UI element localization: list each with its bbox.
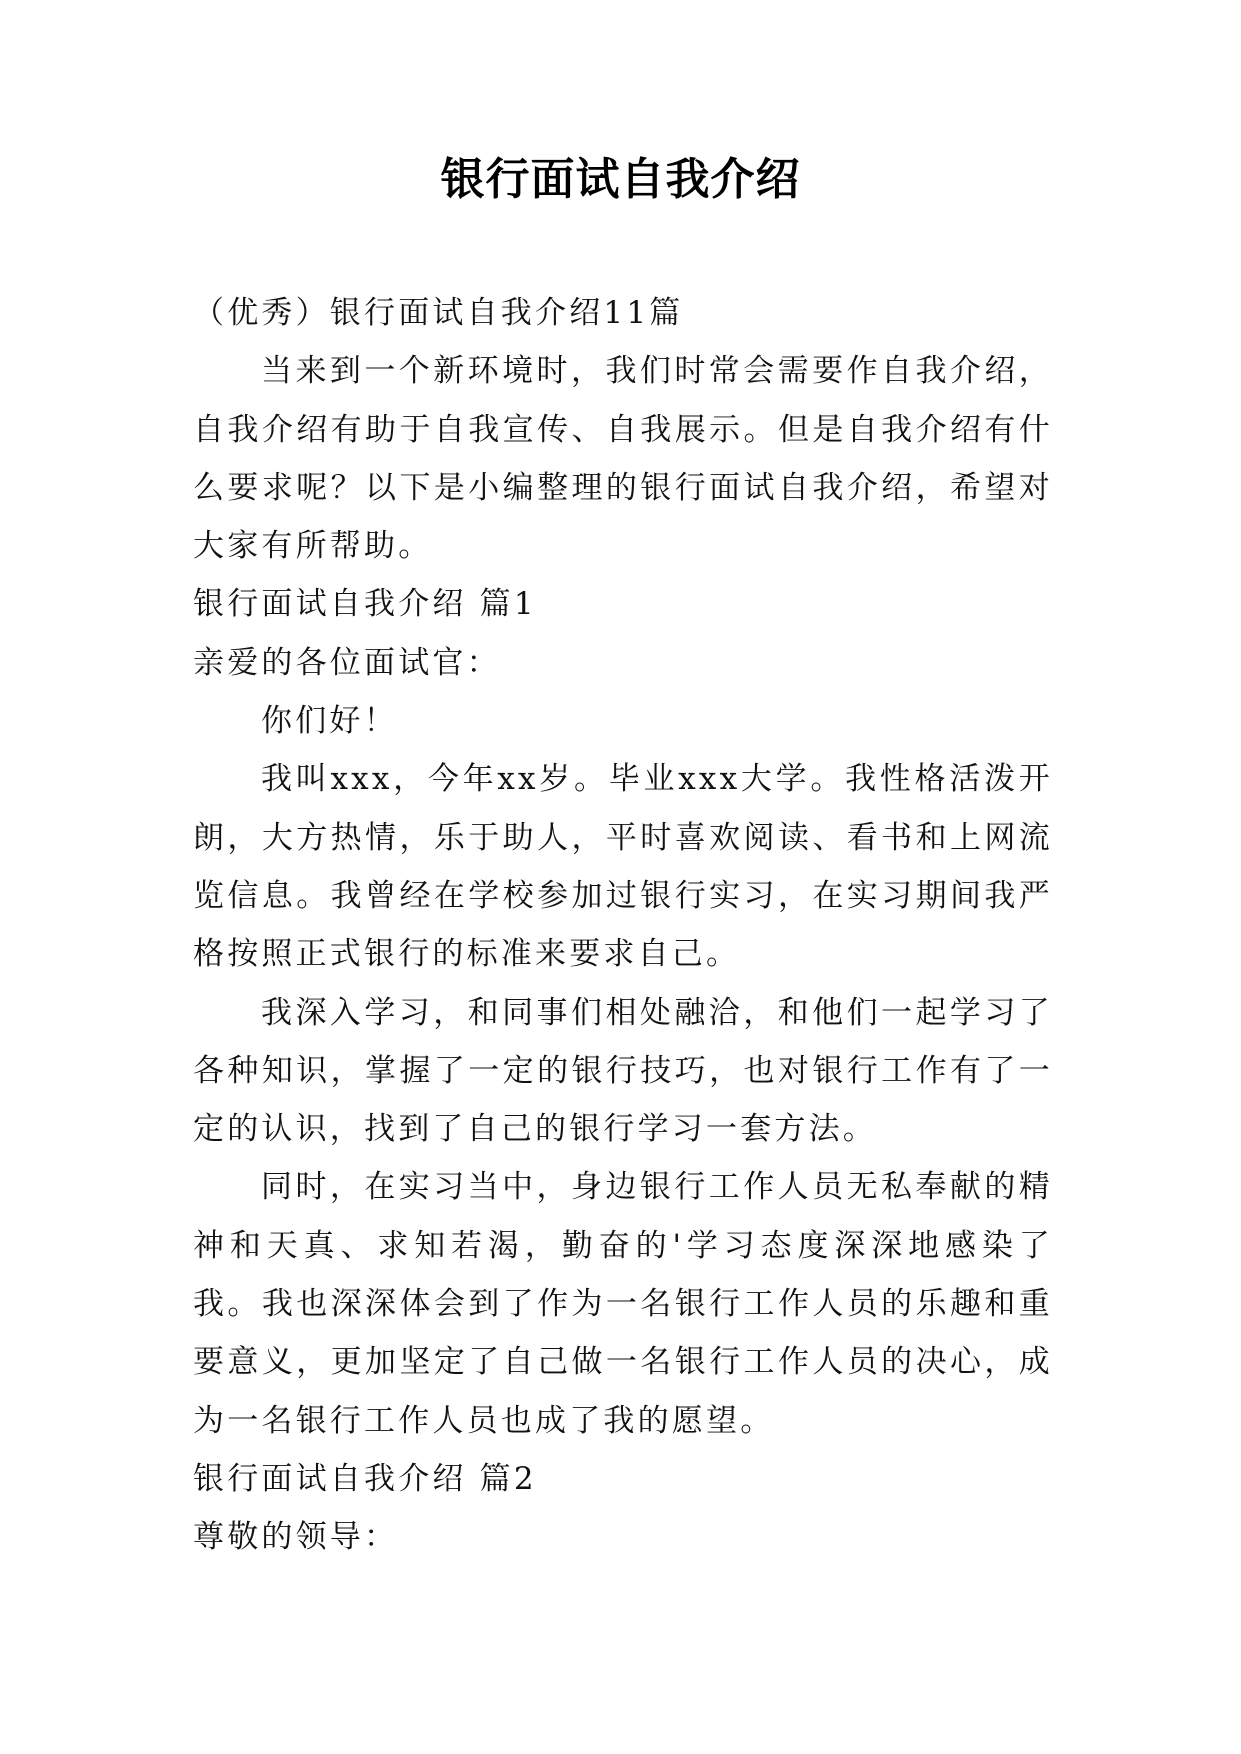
body-paragraph: 我叫xxx，今年xx岁。毕业xxx大学。我性格活泼开朗，大方热情，乐于助人，平时喜欢阅读、看书和上网流览信息。我曾经在学校参加过银行实习，在实习期间我严格按照正式银行的标准来要求自己。	[193, 761, 1053, 973]
section-heading-1: 银行面试自我介绍 篇1	[193, 586, 537, 623]
intro-paragraph: 当来到一个新环境时，我们时常会需要作自我介绍，自我介绍有助于自我宣传、自我展示。但是自我介绍有什么要求呢？以下是小编整理的银行面试自我介绍，希望对大家有所帮助。	[193, 353, 1053, 565]
salutation-1: 亲爱的各位面试官：	[193, 644, 501, 681]
section-heading-2: 银行面试自我介绍 篇2	[193, 1460, 537, 1497]
document-body	[193, 284, 1053, 1567]
document-title: 银行面试自我介绍	[440, 154, 801, 205]
body-paragraph: 我深入学习，和同事们相处融洽，和他们一起学习了各种知识，掌握了一定的银行技巧，也对银行工作有了一定的认识，找到了自己的银行学习一套方法。	[193, 994, 1053, 1148]
subtitle-line: （优秀）银行面试自我介绍11篇	[193, 295, 684, 331]
salutation-2: 尊敬的领导：	[193, 1519, 399, 1556]
greeting-line: 你们好！	[261, 703, 398, 740]
body-paragraph: 同时，在实习当中，身边银行工作人员无私奉献的精神和天真、求知若渴，勤奋的'学习态度深深地感染了我。我也深深体会到了作为一名银行工作人员的乐趣和重要意义，更加坚定了自己做一名银行工作人员的决心，成为一名银行工作人员也成了我的愿望。	[193, 1169, 1053, 1439]
